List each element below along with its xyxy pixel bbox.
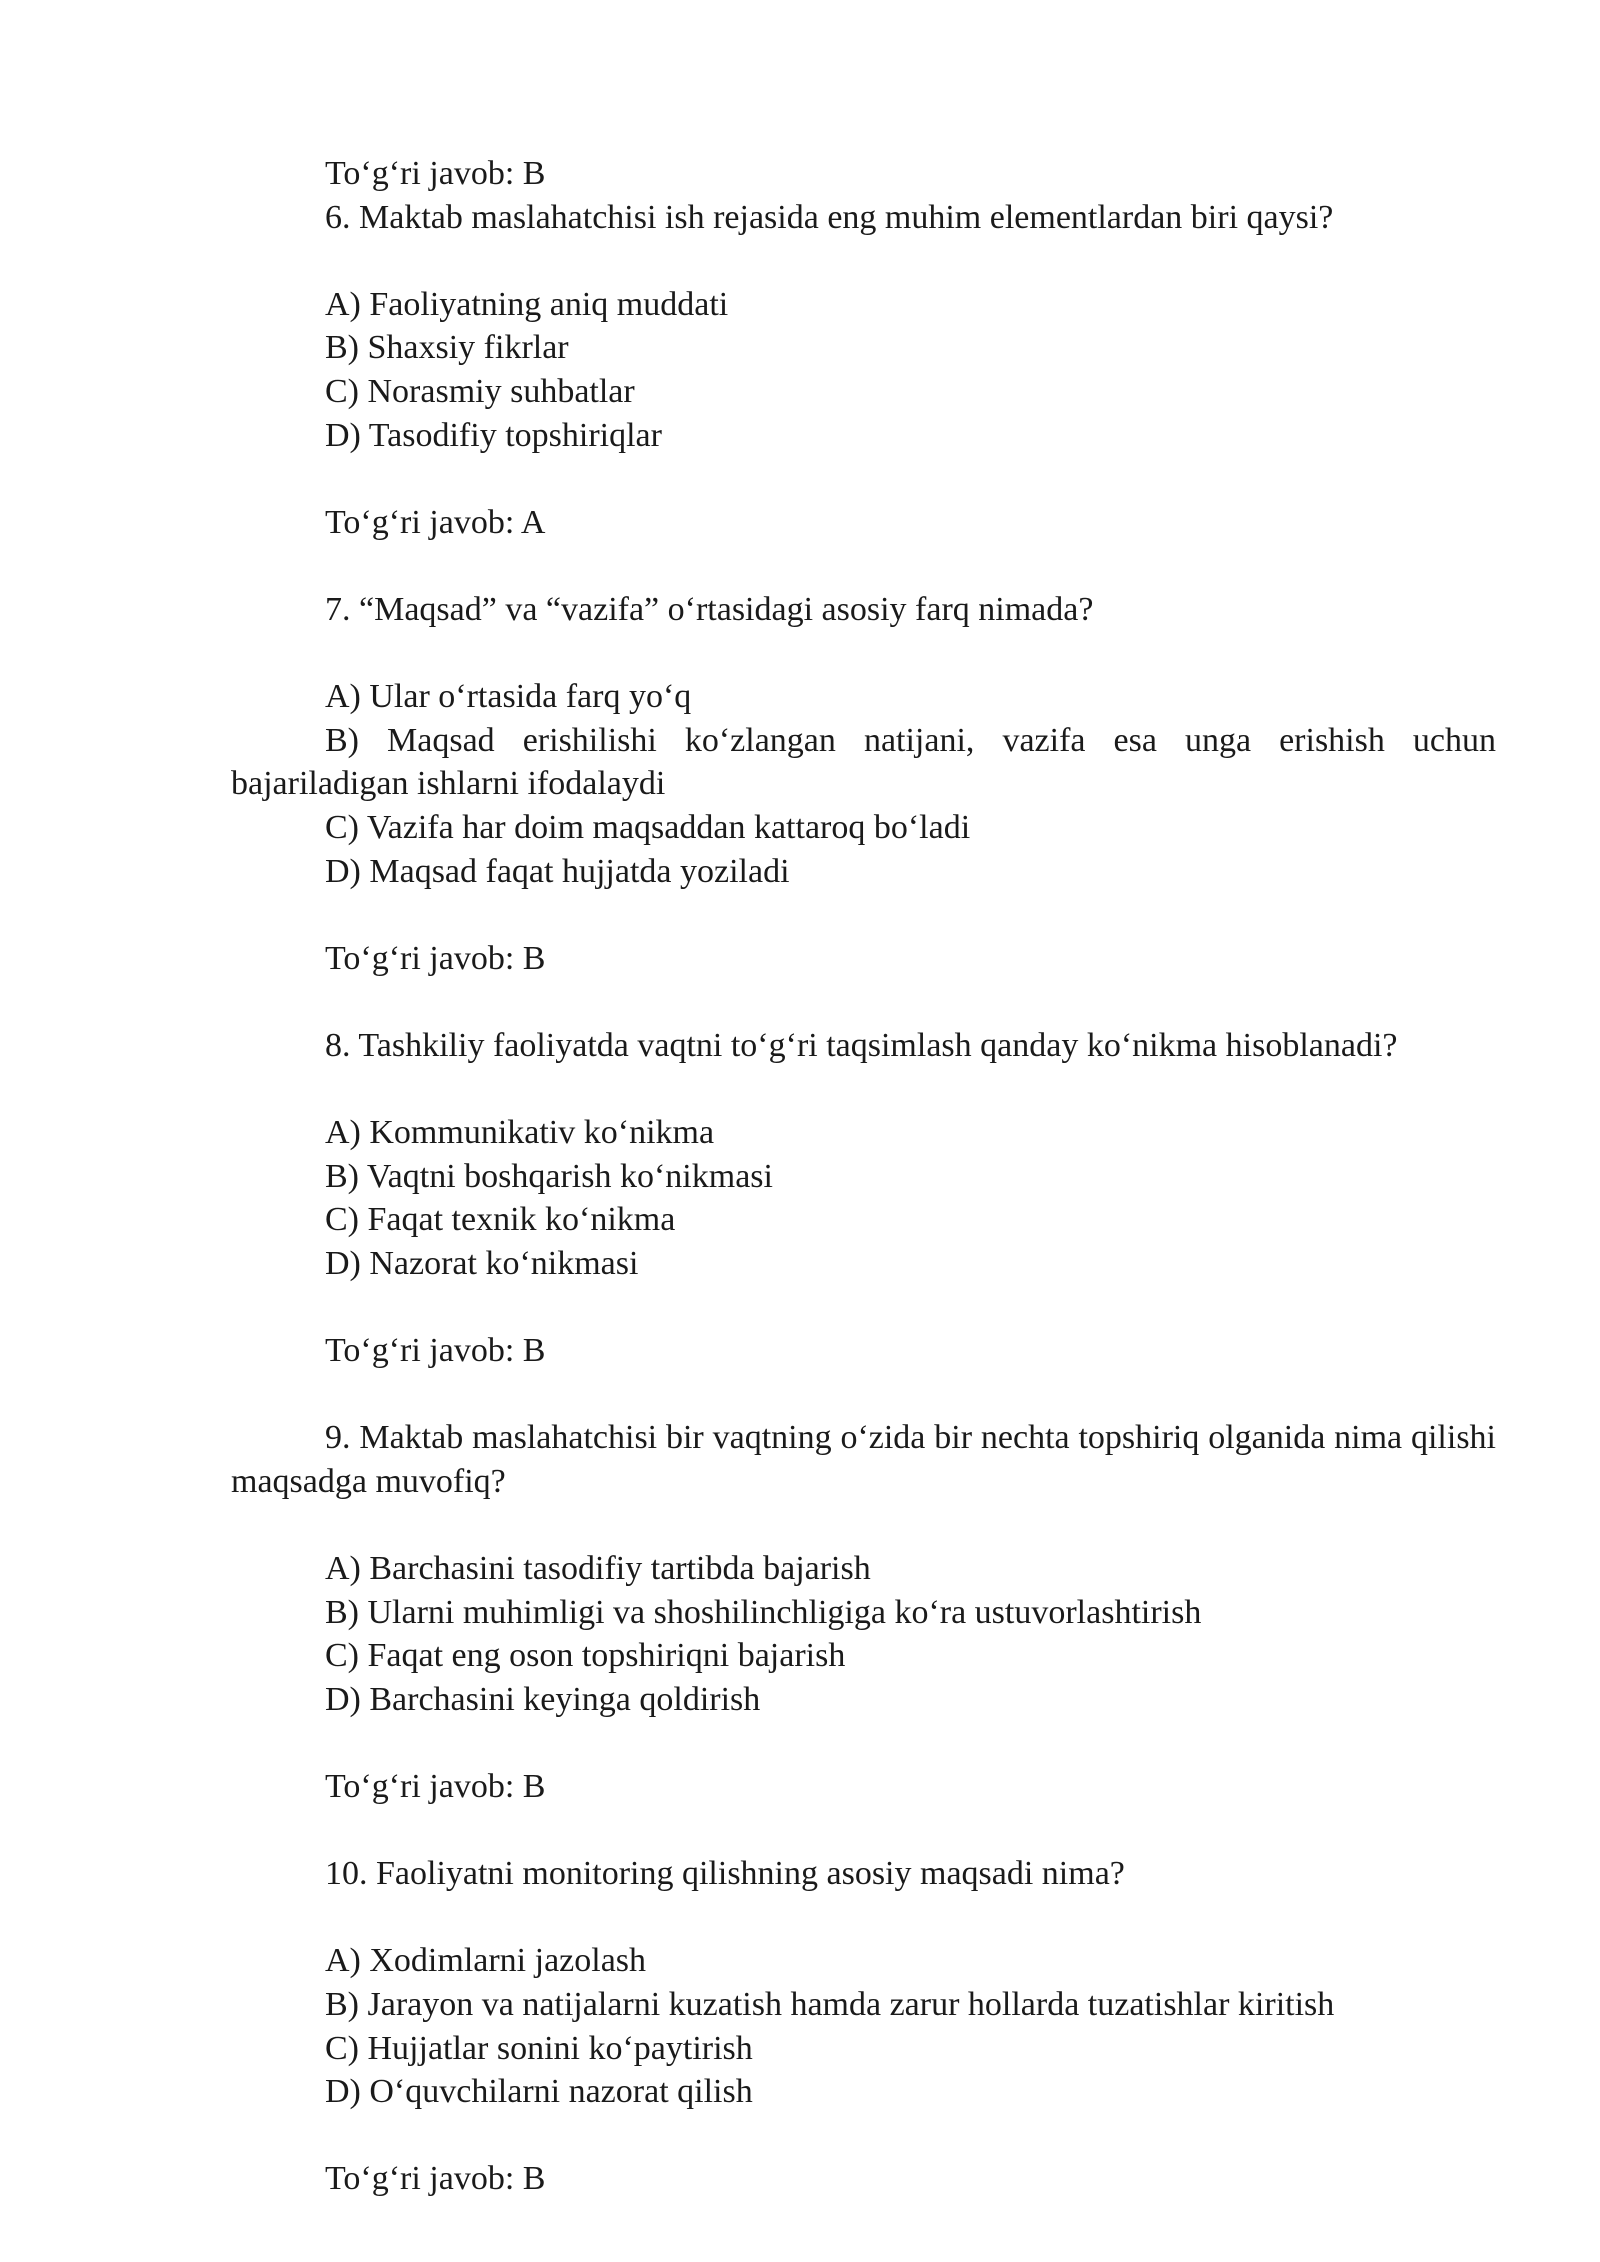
blank-line — [231, 544, 1496, 588]
q8-option-c: C) Faqat texnik ko‘nikma — [325, 1201, 676, 1239]
q10-option-b: B) Jarayon va natijalarni kuzatish hamda zarur hollarda tuzatishlar kiritish — [325, 1985, 1335, 2023]
q9-option-a: A) Barchasini tasodifiy tartibda bajarish — [325, 1550, 871, 1587]
q6-option-c: C) Norasmiy suhbatlar — [325, 372, 635, 410]
q9-option-c: C) Faqat eng oson topshiriqni bajarish — [325, 1637, 846, 1675]
correct-answer-8: To‘g‘ri javob: B — [325, 1332, 546, 1370]
correct-answer-9: To‘g‘ri javob: B — [325, 1767, 546, 1805]
question-10: 10. Faoliyatni monitoring qilishning asosiy maqsadi nima? — [325, 1855, 1125, 1893]
blank-line — [231, 893, 1496, 937]
question-7: 7. “Maqsad” va “vazifa” o‘rtasidagi asosiy farq nimada? — [325, 590, 1094, 628]
blank-line — [231, 2114, 1496, 2158]
q10-option-d: D) O‘quvchilarni nazorat qilish — [325, 2073, 753, 2111]
question-6: 6. Maktab maslahatchisi ish rejasida eng muhim elementlardan biri qaysi? — [325, 198, 1334, 236]
q6-option-a: A) Faoliyatning aniq muddati — [325, 285, 729, 323]
blank-line — [231, 1373, 1496, 1417]
q10-option-c: C) Hujjatlar sonini ko‘paytirish — [325, 2029, 753, 2067]
correct-answer-7: To‘g‘ri javob: B — [325, 939, 546, 977]
question-8: 8. Tashkiliy faoliyatda vaqtni to‘g‘ri taqsimlash qanday ko‘nikma hisoblanadi? — [325, 1026, 1398, 1064]
q10-option-a: A) Xodimlarni jazolash — [325, 1942, 647, 1980]
q9-option-d: D) Barchasini keyinga qoldirish — [325, 1680, 761, 1718]
blank-line — [231, 1809, 1496, 1853]
blank-line — [231, 1896, 1496, 1940]
q8-option-d: D) Nazorat ko‘nikmasi — [325, 1244, 639, 1282]
correct-answer-10: To‘g‘ri javob: B — [325, 2160, 546, 2198]
q7-option-a: A) Ular o‘rtasida farq yo‘q — [325, 678, 692, 716]
q8-option-b: B) Vaqtni boshqarish ko‘nikmasi — [325, 1157, 773, 1195]
question-9: 9. Maktab maslahatchisi bir vaqtning o‘zida bir nechta topshiriq olganida nima qilishi maqsadga muvofiq? — [231, 1419, 1496, 1500]
document-page — [231, 152, 1496, 2201]
q7-option-d: D) Maqsad faqat hujjatda yoziladi — [325, 852, 790, 890]
blank-line — [231, 1503, 1496, 1547]
blank-line — [231, 632, 1496, 676]
blank-line — [231, 1067, 1496, 1111]
blank-line — [231, 980, 1496, 1024]
q7-option-b: B) Maqsad erishilishi ko‘zlangan natijani, vazifa esa unga erishish uchun bajariladigan ishlarni ifodalaydi — [231, 721, 1496, 803]
q6-option-b: B) Shaxsiy fikrlar — [325, 329, 569, 367]
blank-line — [231, 457, 1496, 501]
q8-option-a: A) Kommunikativ ko‘nikma — [325, 1114, 715, 1152]
correct-answer-6: To‘g‘ri javob: A — [325, 503, 546, 541]
blank-line — [231, 1285, 1496, 1329]
blank-line — [231, 239, 1496, 283]
q9-option-b: B) Ularni muhimligi va shoshilinchligiga ko‘ra ustuvorlashtirish — [325, 1593, 1202, 1631]
q7-option-c: C) Vazifa har doim maqsaddan kattaroq bo‘ladi — [325, 808, 971, 846]
correct-answer-5: To‘g‘ri javob: B — [325, 155, 546, 192]
q6-option-d: D) Tasodifiy topshiriqlar — [325, 416, 662, 454]
blank-line — [231, 1721, 1496, 1765]
